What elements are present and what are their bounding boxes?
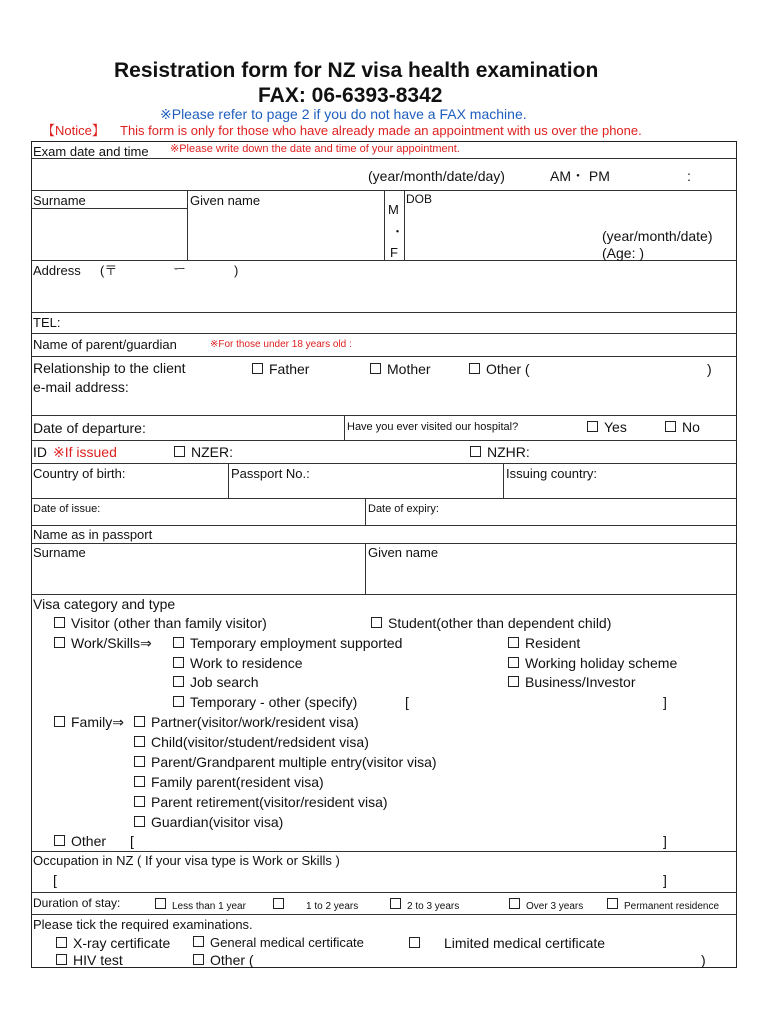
checkbox-icon[interactable]: [134, 816, 145, 827]
occupation-close: ]: [663, 872, 667, 888]
visa-other-open: [: [130, 833, 134, 849]
visited-no[interactable]: No: [665, 420, 700, 434]
exam-date-label: Exam date and time: [33, 144, 149, 159]
id-if-issued: ※If issued: [53, 444, 117, 460]
exam-other-close: ): [701, 952, 706, 968]
fax-note: ※Please refer to page 2 if you do not have a FAX machine.: [160, 106, 527, 122]
id-nzhr[interactable]: NZHR:: [470, 445, 530, 459]
checkbox-icon[interactable]: [134, 776, 145, 787]
rule: [31, 440, 737, 441]
visa-business[interactable]: Business/Investor: [508, 675, 636, 689]
checkbox-icon[interactable]: [173, 637, 184, 648]
checkbox-icon[interactable]: [508, 657, 519, 668]
passport-given-label: Given name: [368, 545, 439, 560]
rule: [31, 594, 737, 595]
rule: [31, 208, 187, 209]
exam-date-format: (year/month/date/day): [368, 168, 505, 184]
checkbox-icon[interactable]: [56, 937, 67, 948]
relationship-other[interactable]: Other (: [469, 362, 530, 376]
sex-female[interactable]: F: [390, 245, 398, 260]
checkbox-icon[interactable]: [174, 446, 185, 457]
duration-2-to-3[interactable]: 2 to 3 years: [390, 898, 459, 912]
visa-temp-employment[interactable]: Temporary employment supported: [173, 636, 402, 650]
rule: [31, 851, 737, 852]
checkbox-icon[interactable]: [193, 936, 204, 947]
checkbox-icon[interactable]: [134, 796, 145, 807]
rule: [503, 463, 504, 498]
checkbox-icon[interactable]: [134, 736, 145, 747]
sex-male[interactable]: M: [388, 202, 399, 217]
name-as-passport-label: Name as in passport: [33, 527, 153, 542]
checkbox-icon[interactable]: [469, 363, 480, 374]
date-issue-label: Date of issue:: [33, 503, 101, 515]
form-title: Resistration form for NZ visa health examination: [114, 59, 599, 82]
visa-job-search[interactable]: Job search: [173, 675, 258, 689]
duration-permanent[interactable]: Permanent residence: [607, 898, 719, 912]
relationship-father[interactable]: Father: [252, 362, 309, 376]
checkbox-icon[interactable]: [470, 446, 481, 457]
duration-less-1[interactable]: Less than 1 year: [155, 898, 246, 912]
visa-family[interactable]: Family⇒: [54, 715, 124, 729]
visa-work-skills[interactable]: Work/Skills⇒: [54, 636, 152, 650]
occupation-label: Occupation in NZ ( If your visa type is Work or Skills ): [33, 853, 340, 868]
checkbox-icon[interactable]: [371, 617, 382, 628]
visa-parent-grandparent[interactable]: Parent/Grandparent multiple entry(visitor visa): [134, 755, 437, 769]
checkbox-icon[interactable]: [390, 898, 401, 909]
postal-close: ): [234, 263, 239, 278]
duration-over-3[interactable]: Over 3 years: [509, 898, 583, 912]
visa-temp-other[interactable]: Temporary - other (specify): [173, 695, 357, 709]
checkbox-icon[interactable]: [173, 696, 184, 707]
notice-tag: 【Notice】: [42, 123, 105, 138]
passport-no-label: Passport No.:: [231, 466, 310, 481]
id-label: ID: [33, 444, 47, 460]
given-name-label: Given name: [190, 193, 261, 208]
checkbox-icon[interactable]: [587, 421, 598, 432]
exams-label: Please tick the required examinations.: [33, 917, 253, 932]
rule: [31, 892, 737, 893]
rule: [31, 498, 737, 499]
visa-other[interactable]: Other: [54, 834, 106, 848]
checkbox-icon[interactable]: [155, 898, 166, 909]
rule: [31, 525, 737, 526]
checkbox-icon[interactable]: [54, 637, 65, 648]
tel-label: TEL:: [33, 315, 61, 330]
visa-resident[interactable]: Resident: [508, 636, 580, 650]
visa-student[interactable]: Student(other than dependent child): [371, 616, 611, 630]
visited-yes[interactable]: Yes: [587, 420, 627, 434]
relationship-mother[interactable]: Mother: [370, 362, 431, 376]
surname-label: Surname: [33, 193, 86, 208]
checkbox-icon[interactable]: [134, 756, 145, 767]
rule: [344, 415, 345, 440]
rule: [228, 463, 229, 498]
guardian-note: ※For those under 18 years old :: [210, 339, 352, 350]
rule: [31, 333, 737, 334]
exam-other[interactable]: Other (: [193, 953, 254, 967]
exam-date-note: ※Please write down the date and time of your appointment.: [170, 143, 460, 155]
checkbox-icon[interactable]: [607, 898, 618, 909]
occupation-open: [: [53, 872, 57, 888]
exam-general[interactable]: General medical certificate: [193, 936, 364, 949]
checkbox-icon[interactable]: [273, 898, 284, 909]
exam-limited[interactable]: Limited medical certificate: [409, 936, 605, 950]
checkbox-icon[interactable]: [54, 716, 65, 727]
rule: [404, 190, 405, 260]
relationship-label: Relationship to the client: [33, 360, 186, 376]
notice-text: This form is only for those who have already made an appointment with us over the phone.: [120, 123, 642, 138]
rule: [365, 543, 366, 594]
visa-work-to-residence[interactable]: Work to residence: [173, 656, 303, 670]
address-label: Address: [33, 263, 81, 278]
exam-ampm[interactable]: AM・ PM: [550, 168, 610, 184]
rule: [31, 463, 737, 464]
visited-question: Have you ever visited our hospital?: [347, 421, 519, 433]
passport-surname-label: Surname: [33, 545, 86, 560]
temp-other-open: [: [405, 694, 409, 710]
visa-parent-retirement[interactable]: Parent retirement(visitor/resident visa): [134, 795, 388, 809]
exam-xray[interactable]: X-ray certificate: [56, 936, 170, 950]
duration-1-to-2[interactable]: 1 to 2 years: [273, 898, 358, 912]
age-field[interactable]: (Age: ): [602, 245, 645, 261]
rule: [31, 312, 737, 313]
visa-visitor[interactable]: Visitor (other than family visitor): [54, 616, 267, 630]
postal-dash: ー: [173, 261, 187, 276]
visa-working-holiday[interactable]: Working holiday scheme: [508, 656, 677, 670]
visa-family-parent[interactable]: Family parent(resident visa): [134, 775, 324, 789]
exam-time-colon: :: [687, 168, 691, 184]
checkbox-icon[interactable]: [665, 421, 676, 432]
checkbox-icon[interactable]: [173, 676, 184, 687]
relationship-close: ): [707, 361, 712, 377]
id-nzer[interactable]: NZER:: [174, 445, 233, 459]
rule: [384, 190, 385, 260]
postal-open: (〒: [100, 263, 118, 278]
dob-format: (year/month/date): [602, 228, 713, 244]
checkbox-icon[interactable]: [252, 363, 263, 374]
checkbox-icon[interactable]: [508, 676, 519, 687]
exam-hiv[interactable]: HIV test: [56, 953, 123, 967]
departure-label: Date of departure:: [33, 420, 146, 436]
rule: [365, 498, 366, 525]
checkbox-icon[interactable]: [54, 835, 65, 846]
date-expiry-label: Date of expiry:: [368, 503, 439, 515]
dob-label: DOB: [406, 192, 433, 206]
checkbox-icon[interactable]: [409, 937, 420, 948]
visa-child[interactable]: Child(visitor/student/redsident visa): [134, 735, 369, 749]
visa-category-label: Visa category and type: [33, 596, 176, 612]
visa-other-close: ]: [663, 833, 667, 849]
temp-other-close: ]: [663, 694, 667, 710]
checkbox-icon[interactable]: [54, 617, 65, 628]
checkbox-icon[interactable]: [56, 954, 67, 965]
rule: [31, 914, 737, 915]
rule: [31, 356, 737, 357]
duration-label: Duration of stay:: [33, 896, 121, 910]
issuing-country-label: Issuing country:: [506, 466, 598, 481]
fax-number: FAX: 06-6393-8342: [258, 84, 443, 107]
checkbox-icon[interactable]: [173, 657, 184, 668]
checkbox-icon[interactable]: [134, 716, 145, 727]
checkbox-icon[interactable]: [508, 637, 519, 648]
visa-partner[interactable]: Partner(visitor/work/resident visa): [134, 715, 359, 729]
rule: [31, 415, 737, 416]
rule: [187, 190, 188, 260]
email-label: e-mail address:: [33, 379, 129, 395]
visa-guardian[interactable]: Guardian(visitor visa): [134, 815, 283, 829]
guardian-label: Name of parent/guardian: [33, 337, 177, 352]
checkbox-icon[interactable]: [193, 954, 204, 965]
rule: [31, 543, 737, 544]
checkbox-icon[interactable]: [370, 363, 381, 374]
checkbox-icon[interactable]: [509, 898, 520, 909]
sex-separator: ・: [391, 224, 405, 239]
country-birth-label: Country of birth:: [33, 466, 126, 481]
